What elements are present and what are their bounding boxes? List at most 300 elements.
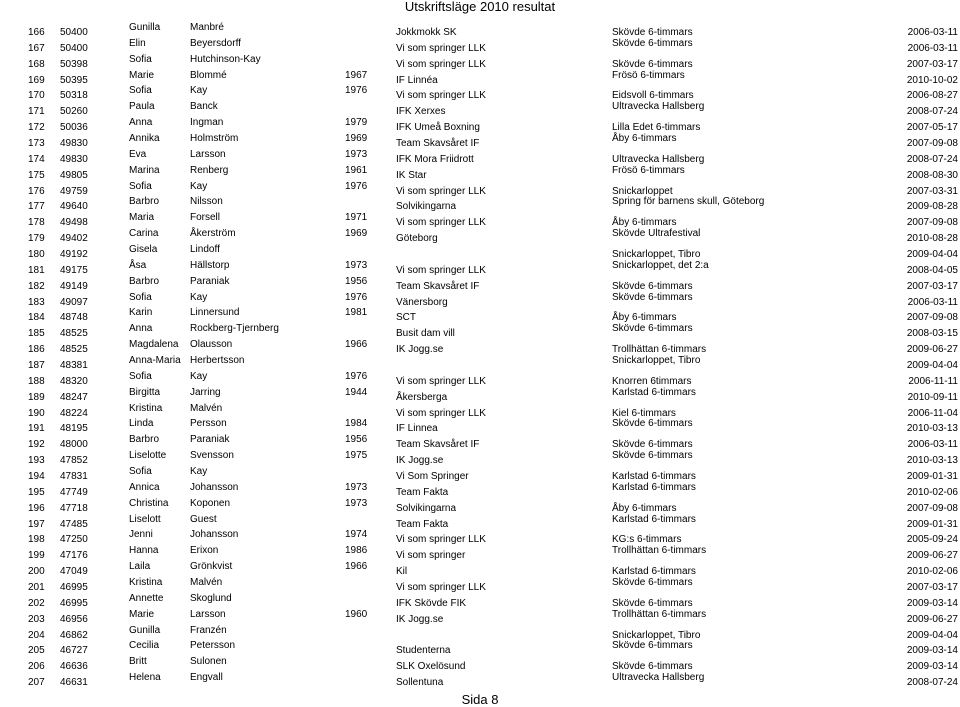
race-cell: Skövde 6-timmars [612,418,693,430]
birth-year-cell: 1979 [345,117,368,129]
table-row [0,101,960,117]
club-cell: IF Linnéa [396,74,438,86]
last-name-cell: Paraniak [190,275,230,287]
first-name-cell: Paula [129,101,155,113]
first-name-cell: Sofia [129,53,152,65]
date-cell: 2007-03-17 [906,582,958,593]
rank-cell: 200 [28,566,45,578]
result-cell: 50400 [60,27,88,38]
last-name-cell: Kay [190,85,208,97]
date-cell: 2009-08-28 [906,201,958,213]
table-row [0,228,960,244]
rank-cell: 167 [28,42,45,54]
club-cell: Jokkmokk SK [396,27,457,38]
table-row [0,149,960,165]
rank-cell: 184 [28,312,45,324]
race-cell: Åby 6-timmars [612,133,677,144]
result-cell: 49830 [60,153,88,165]
table-row [0,656,960,672]
rank-cell: 203 [28,613,45,625]
rank-cell: 170 [28,90,45,102]
date-cell: 2007-09-08 [906,502,958,514]
table-row [0,117,960,133]
table-row [0,339,960,355]
club-cell: IK Star [396,169,427,181]
page-title: Utskriftsläge 2010 resultat [404,0,556,14]
rank-cell: 178 [28,217,45,229]
table-row [0,625,960,641]
club-cell: Åkersberga [396,391,448,403]
page-number: Sida 8 [461,692,499,707]
last-name-cell: Hällstorp [190,259,230,271]
first-name-cell: Karin [129,307,153,319]
table-row [0,196,960,212]
result-cell: 49175 [60,264,88,276]
race-cell: Skövde 6-timmars [612,37,693,49]
last-name-cell: Johansson [190,481,239,493]
rank-cell: 188 [28,375,45,387]
table-row [0,323,960,339]
first-name-cell: Britt [129,656,147,668]
date-cell: 2007-05-17 [906,122,958,134]
birth-year-cell: 1974 [345,529,368,541]
result-cell: 48247 [60,391,88,403]
rank-cell: 166 [28,27,45,38]
last-name-cell: Malvén [190,402,223,414]
first-name-cell: Annica [129,481,160,493]
first-name-cell: Maria [129,212,155,224]
race-cell: Skövde 6-timmars [612,577,693,588]
first-name-cell: Magdalena [129,339,179,351]
club-cell: Team Fakta [396,518,449,530]
first-name-cell: Sofia [129,291,152,303]
last-name-cell: Kay [190,370,208,382]
rank-cell: 190 [28,407,45,419]
race-cell: Karlstad 6-timmars [612,513,696,525]
race-cell: Frösö 6-timmars [612,69,685,81]
table-row [0,434,960,450]
result-cell: 47485 [60,518,88,530]
rank-cell: 193 [28,455,45,467]
result-cell: 47049 [60,566,88,578]
date-cell: 2008-08-30 [906,169,958,181]
club-cell: Team Skavsåret IF [396,439,480,451]
first-name-cell: Elin [129,37,146,49]
last-name-cell: Hutchinson-Kay [190,53,261,65]
date-cell: 2006-11-04 [907,407,958,419]
result-cell: 46995 [60,582,88,593]
club-cell: Vi som springer LLK [396,582,486,593]
date-cell: 2006-03-11 [907,27,958,38]
rank-cell: 206 [28,661,45,673]
birth-year-cell: 1986 [345,545,368,557]
result-cell: 46862 [60,629,88,641]
rank-cell: 173 [28,138,45,149]
race-cell: Trollhättan 6-timmars [612,344,707,356]
birth-year-cell: 1956 [345,275,368,287]
last-name-cell: Manbré [190,22,224,33]
race-cell: Skövde 6-timmars [612,597,693,609]
race-cell: Skövde 6-timmars [612,640,693,652]
birth-year-cell: 1976 [345,370,368,382]
first-name-cell: Kristina [129,402,163,414]
first-name-cell: Barbro [129,434,160,446]
birth-year-cell: 1966 [345,339,368,351]
birth-year-cell: 1973 [345,148,368,160]
result-cell: 49640 [60,201,88,213]
table-row [0,371,960,387]
result-cell: 49149 [60,280,88,292]
race-cell: Karlstad 6-timmars [612,566,696,578]
rank-cell: 198 [28,534,45,546]
last-name-cell: Sulonen [190,656,227,668]
result-cell: 48000 [60,439,88,451]
first-name-cell: Anna [129,117,153,129]
date-cell: 2009-04-04 [906,360,958,371]
last-name-cell: Guest [190,513,217,525]
last-name-cell: Larsson [190,148,226,160]
date-cell: 2009-06-27 [906,550,958,562]
last-name-cell: Koponen [190,497,231,509]
last-name-cell: Paraniak [190,434,230,446]
rank-cell: 172 [28,122,45,134]
result-cell: 50260 [60,106,88,118]
result-cell: 47718 [60,502,88,514]
first-name-cell: Marie [129,608,155,620]
first-name-cell: Eva [129,148,147,160]
date-cell: 2006-03-11 [907,296,958,308]
first-name-cell: Sofia [129,466,152,477]
club-cell: Solvikingarna [396,201,457,213]
club-cell: IFK Skövde FIK [396,597,467,609]
date-cell: 2010-10-02 [906,74,958,86]
date-cell: 2010-03-13 [906,455,958,467]
result-cell: 48748 [60,312,88,324]
date-cell: 2009-01-31 [906,518,958,530]
rank-cell: 183 [28,296,45,308]
club-cell: IFK Umeå Boxning [396,122,480,134]
birth-year-cell: 1960 [345,608,368,620]
birth-year-cell: 1973 [345,497,368,509]
result-cell: 50400 [60,42,88,54]
table-row [0,403,960,419]
table-row [0,212,960,228]
date-cell: 2008-07-24 [906,153,958,165]
birth-year-cell: 1973 [345,259,368,271]
first-name-cell: Hanna [129,545,159,557]
table-row [0,38,960,54]
race-cell: Ultravecka Hallsberg [612,672,705,684]
first-name-cell: Carina [129,228,159,240]
table-row [0,450,960,466]
result-cell: 48195 [60,423,88,435]
birth-year-cell: 1961 [345,164,368,176]
result-cell: 46995 [60,597,88,609]
rank-cell: 196 [28,502,45,514]
result-cell: 49402 [60,233,88,245]
table-row [0,577,960,593]
result-cell: 50318 [60,90,88,102]
first-name-cell: Sofia [129,180,152,192]
club-cell: Vi som springer LLK [396,42,486,54]
club-cell: Vi som springer LLK [396,90,486,102]
date-cell: 2009-04-04 [906,249,958,260]
table-row [0,498,960,514]
rank-cell: 192 [28,439,45,451]
race-cell: Skövde Ultrafestival [612,228,701,240]
first-name-cell: Liselott [129,513,161,525]
birth-year-cell: 1981 [345,307,368,319]
last-name-cell: Engvall [190,672,223,684]
table-row [0,561,960,577]
date-cell: 2006-11-11 [908,375,958,387]
date-cell: 2007-03-17 [906,58,958,70]
last-name-cell: Herbertsson [190,355,245,366]
last-name-cell: Banck [190,101,218,113]
last-name-cell: Holmström [190,133,239,144]
club-cell: Studenterna [396,645,451,657]
rank-cell: 187 [28,360,45,371]
birth-year-cell: 1976 [345,85,368,97]
table-row [0,165,960,181]
date-cell: 2007-09-08 [906,138,958,149]
result-cell: 49830 [60,138,88,149]
club-cell: IK Jogg.se [396,344,444,356]
club-cell: Kil [396,566,408,578]
rank-cell: 194 [28,471,45,482]
birth-year-cell: 1967 [345,69,368,81]
last-name-cell: Franzén [190,624,227,636]
race-cell: Trollhättan 6-timmars [612,545,707,557]
first-name-cell: Marina [129,164,160,176]
first-name-cell: Birgitta [129,386,161,398]
first-name-cell: Anna [129,323,153,335]
table-row [0,85,960,101]
race-cell: Karlstad 6-timmars [612,471,696,482]
last-name-cell: Linnersund [190,307,240,319]
first-name-cell: Annika [129,133,160,144]
date-cell: 2009-06-27 [906,344,958,356]
last-name-cell: Petersson [190,640,236,652]
rank-cell: 207 [28,677,45,689]
table-row [0,244,960,260]
club-cell: Vi som springer [396,550,466,562]
date-cell: 2010-03-13 [906,423,958,435]
club-cell: Solvikingarna [396,502,457,514]
result-cell: 49097 [60,296,88,308]
result-cell: 46631 [60,677,88,689]
birth-year-cell: 1944 [345,386,368,398]
results-table [0,22,960,688]
race-cell: Snickarloppet [612,185,673,197]
rank-cell: 174 [28,153,45,165]
race-cell: Åby 6-timmars [612,217,677,229]
club-cell: Vi som springer LLK [396,185,486,197]
race-cell: Snickarloppet, Tibro [612,355,701,366]
date-cell: 2006-03-11 [907,439,958,451]
club-cell: Sollentuna [396,677,444,689]
result-cell: 48525 [60,328,88,340]
date-cell: 2009-03-14 [906,661,958,673]
date-cell: 2008-03-15 [906,328,958,340]
club-cell: Busit dam vill [396,328,455,340]
table-row [0,418,960,434]
table-row [0,529,960,545]
last-name-cell: Erixon [190,545,219,557]
club-cell: SCT [396,312,416,324]
table-row [0,593,960,609]
last-name-cell: Skoglund [190,592,232,604]
table-row [0,181,960,197]
first-name-cell: Laila [129,561,151,573]
result-cell: 46636 [60,661,88,673]
rank-cell: 179 [28,233,45,245]
first-name-cell: Anna-Maria [129,355,181,366]
race-cell: Skövde 6-timmars [612,291,693,303]
rank-cell: 169 [28,74,45,86]
race-cell: Karlstad 6-timmars [612,386,696,398]
date-cell: 2005-09-24 [906,534,958,546]
race-cell: Åby 6-timmars [612,502,677,514]
table-row [0,276,960,292]
last-name-cell: Persson [190,418,227,430]
race-cell: Skövde 6-timmars [612,661,693,673]
birth-year-cell: 1976 [345,180,368,192]
race-cell: Spring för barnens skull, Göteborg [612,196,765,208]
date-cell: 2009-03-14 [906,597,958,609]
race-cell: Skövde 6-timmars [612,58,693,70]
first-name-cell: Helena [129,672,161,684]
table-row [0,307,960,323]
rank-cell: 185 [28,328,45,340]
table-row [0,514,960,530]
race-cell: Snickarloppet, Tibro [612,249,701,260]
result-cell: 46956 [60,613,88,625]
table-row [0,482,960,498]
first-name-cell: Sofia [129,370,152,382]
result-cell: 49498 [60,217,88,229]
date-cell: 2010-02-06 [906,486,958,498]
date-cell: 2007-03-17 [906,280,958,292]
club-cell: IF Linnea [396,423,438,435]
birth-year-cell: 1966 [345,561,368,573]
result-cell: 48381 [60,360,88,371]
last-name-cell: Svensson [190,450,234,462]
rank-cell: 181 [28,264,45,276]
last-name-cell: Larsson [190,608,226,620]
first-name-cell: Marie [129,69,155,81]
result-cell: 47831 [60,471,88,482]
rank-cell: 201 [28,582,45,593]
last-name-cell: Rockberg-Tjernberg [190,323,279,335]
last-name-cell: Kay [190,291,208,303]
date-cell: 2007-09-08 [906,312,958,324]
race-cell: Lilla Edet 6-timmars [612,122,701,134]
date-cell: 2006-03-11 [907,42,958,54]
last-name-cell: Ingman [190,117,224,129]
club-cell: Vi Som Springer [396,471,469,482]
rank-cell: 189 [28,391,45,403]
club-cell: IK Jogg.se [396,455,444,467]
club-cell: Vi som springer LLK [396,534,486,546]
first-name-cell: Barbro [129,275,160,287]
race-cell: Åby 6-timmars [612,312,677,324]
race-cell: Skövde 6-timmars [612,450,693,462]
date-cell: 2007-03-31 [906,185,958,197]
first-name-cell: Gunilla [129,624,161,636]
rank-cell: 204 [28,629,45,641]
date-cell: 2008-07-24 [906,677,958,689]
last-name-cell: Åkerström [190,228,236,240]
race-cell: Eidsvoll 6-timmars [612,90,694,102]
last-name-cell: Malvén [190,577,223,588]
rank-cell: 202 [28,597,45,609]
last-name-cell: Kay [190,466,208,477]
race-cell: Kiel 6-timmars [612,407,676,419]
race-cell: Knorren 6timmars [612,375,692,387]
result-cell: 50036 [60,122,88,134]
result-cell: 47852 [60,455,88,467]
race-cell: Skövde 6-timmars [612,439,693,451]
table-row [0,609,960,625]
first-name-cell: Christina [129,497,169,509]
result-cell: 49759 [60,185,88,197]
club-cell: Vänersborg [396,296,448,308]
date-cell: 2009-03-14 [906,645,958,657]
table-row [0,466,960,482]
result-cell: 47749 [60,486,88,498]
rank-cell: 195 [28,486,45,498]
first-name-cell: Linda [129,418,154,430]
rank-cell: 168 [28,58,45,70]
club-cell: Göteborg [396,233,438,245]
table-row [0,387,960,403]
result-cell: 47250 [60,534,88,546]
rank-cell: 177 [28,201,45,213]
table-row [0,133,960,149]
first-name-cell: Barbro [129,196,160,208]
last-name-cell: Olausson [190,339,233,351]
last-name-cell: Nilsson [190,196,223,208]
table-row [0,640,960,656]
rank-cell: 180 [28,249,45,260]
birth-year-cell: 1971 [345,212,368,224]
date-cell: 2008-07-24 [906,106,958,118]
result-cell: 48224 [60,407,88,419]
first-name-cell: Kristina [129,577,163,588]
date-cell: 2010-02-06 [906,566,958,578]
race-cell: Snickarloppet, det 2:a [612,259,709,271]
result-cell: 50395 [60,74,88,86]
birth-year-cell: 1973 [345,481,368,493]
table-row [0,545,960,561]
first-name-cell: Sofia [129,85,152,97]
first-name-cell: Gisela [129,244,158,255]
date-cell: 2009-01-31 [906,471,958,482]
last-name-cell: Renberg [190,164,229,176]
result-cell: 49805 [60,169,88,181]
first-name-cell: Åsa [129,259,147,271]
club-cell: IFK Xerxes [396,106,446,118]
date-cell: 2007-09-08 [906,217,958,229]
table-row [0,70,960,86]
club-cell: SLK Oxelösund [396,661,466,673]
date-cell: 2009-06-27 [906,613,958,625]
race-cell: Ultravecka Hallsberg [612,153,705,165]
birth-year-cell: 1984 [345,418,368,430]
date-cell: 2008-04-05 [906,264,958,276]
last-name-cell: Blommé [190,69,227,81]
